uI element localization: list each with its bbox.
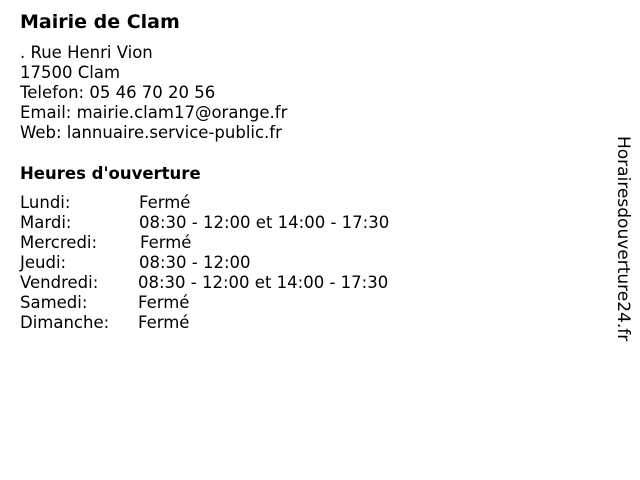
- day-label: Mardi:: [20, 213, 72, 232]
- hours-value: 08:30 - 12:00 et 14:00 - 17:30: [139, 213, 390, 232]
- day-label: Dimanche:: [20, 313, 110, 332]
- day-label: Jeudi:: [20, 253, 67, 272]
- hours-value: Fermé: [139, 193, 191, 212]
- city-line: 17500 Clam: [20, 63, 121, 82]
- contact-block: [20, 43, 287, 143]
- day-label: Mercredi:: [20, 233, 98, 252]
- web-line: Web: lannuaire.service-public.fr: [20, 123, 282, 142]
- day-label: Samedi:: [20, 293, 88, 312]
- hours-heading: Heures d'ouverture: [20, 164, 201, 183]
- day-label: Lundi:: [20, 193, 71, 212]
- phone-line: Telefon: 05 46 70 20 56: [20, 83, 216, 102]
- hours-value: 08:30 - 12:00: [139, 253, 251, 272]
- day-label: Vendredi:: [20, 273, 99, 292]
- page-title: Mairie de Clam: [20, 11, 180, 33]
- address-line: . Rue Henri Vion: [20, 43, 153, 62]
- hours-value: Fermé: [140, 233, 192, 252]
- hours-value: Fermé: [138, 293, 190, 312]
- hours-value: Fermé: [138, 313, 190, 332]
- site-watermark: Horairesdouverture24.fr: [613, 136, 633, 342]
- hours-value: 08:30 - 12:00 et 14:00 - 17:30: [138, 273, 389, 292]
- email-line: Email: mairie.clam17@orange.fr: [20, 103, 288, 122]
